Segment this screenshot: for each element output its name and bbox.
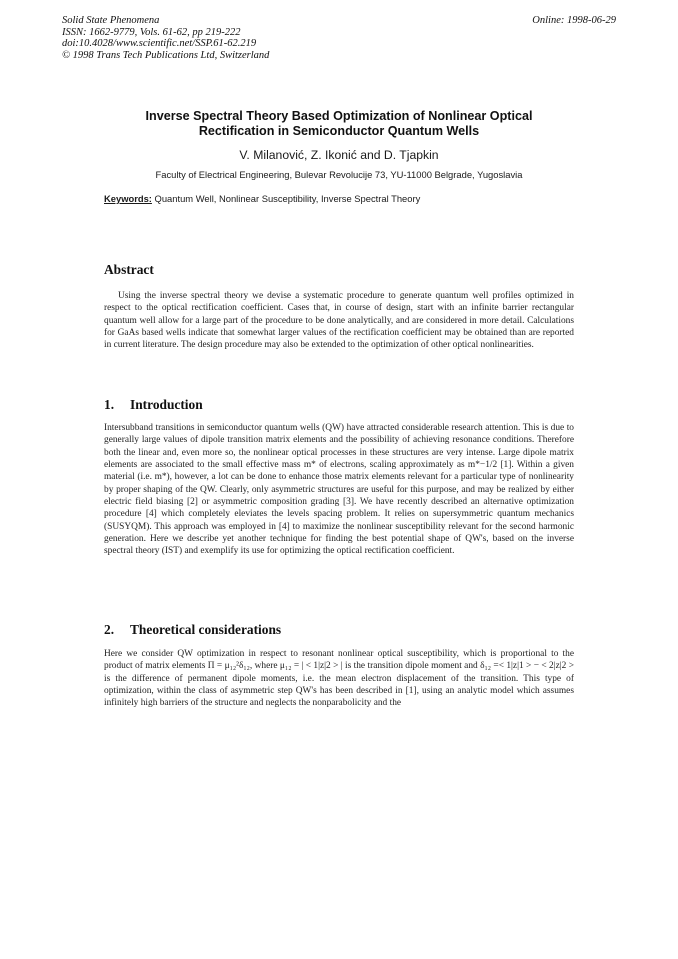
section-title-text: Theoretical considerations <box>130 622 282 637</box>
doi-line: doi:10.4028/www.scientific.net/SSP.61-62.219 <box>62 38 257 50</box>
journal-name: Solid State Phenomena <box>62 15 160 26</box>
issn-line: ISSN: 1662-9779, Vols. 61-62, pp 219-222 <box>62 26 241 38</box>
theory-body: Here we consider QW optimization in respect to resonant nonlinear optical susceptibility, which is proportional to the product of matrix elements Π = μ₁₂²δ₁₂, where μ₁₂ = | < 1|z|2 > | is the transition dipole moment and δ₁₂ =< 1|z|1 > − < 2|z|2 > is the difference of permanent dipole moments, i.e. the mean electron displacement of the transition. This type of optimization, within the class of asymmetric step QW's has been described in [1], using an analytic model which assumes infinitely high barriers of the structure and neglects the nonparabolicity and the <box>104 649 574 709</box>
introduction-heading <box>104 397 203 413</box>
section-number: 1. <box>104 397 115 412</box>
paper-title <box>62 109 616 139</box>
abstract-heading: Abstract <box>104 262 154 277</box>
title-line-1: Inverse Spectral Theory Based Optimization of Nonlinear Optical <box>145 109 533 123</box>
authors: V. Milanović, Z. Ikonić and D. Tjapkin <box>239 148 439 162</box>
title-line-2: Rectification in Semiconductor Quantum Wells <box>198 124 480 138</box>
theory-text <box>104 648 574 710</box>
section-title-text: Introduction <box>130 397 203 412</box>
copyright-line: © 1998 Trans Tech Publications Ltd, Switzerland <box>62 49 270 61</box>
online-date: Online: 1998-06-29 <box>532 15 616 26</box>
introduction-text <box>104 422 574 558</box>
journal-info <box>62 15 269 61</box>
introduction-body: Intersubband transitions in semiconductor quantum wells (QW) have attracted considerable research attention. This is due to generally large values of dipole transition matrix elements and the possibility of achieving resonance conditions. Therefore both the linear and, even more so, the nonlinear optical processes in these structures are very intense. Large dipole matrix elements are associated to the small effective mass m* of electrons, scaling approximately as m*−1/2 [1]. Within a given material (i.e. m*), however, a lot can be done to enhance those matrix elements relevant for a particular type of nonlinearity by proper shaping of the QW. Clearly, only asymmetric structures are useful for this purpose, and may be realized by either electric field biasing [2] or asymmetric composition grading [3]. We have recently described an alternative optimization procedure [4] which completely eleviates the levels spacing problem. It relies on supersymmetric quantum mechanics (SUSYQM). This approach was employed in [4] to maximize the nonlinear susceptibility relevant for the second harmonic generation. Here we describe yet another technique for finding the best potential shape of QW's, based on the inverse spectral theory (IST) and exemplify its use for optimizing the optical rectification coefficient. <box>104 423 574 557</box>
abstract-body: Using the inverse spectral theory we devise a systematic procedure to generate quantum well profiles optimized in respect to the optical rectification coefficient. Cases that, in course of design, start with an infinite barrier rectangular quantum well allow for a large part of the procedure to be done analytically, and are considered in more detail. Calculations for GaAs based wells indicate that somewhat larger values of the rectification coefficient may be obtained than are reported in current literature. The design procedure may also be extended to the optimization of other optical nonlinearities. <box>104 291 574 351</box>
keywords-list: Quantum Well, Nonlinear Susceptibility, Inverse Spectral Theory <box>154 193 421 204</box>
abstract-text <box>104 290 574 352</box>
keywords-label: Keywords: <box>104 193 152 204</box>
section-number: 2. <box>104 622 115 637</box>
affiliation: Faculty of Electrical Engineering, Bulevar Revolucije 73, YU-11000 Belgrade, Yugoslavia <box>155 169 523 180</box>
keywords <box>104 193 616 204</box>
theory-heading <box>104 622 281 638</box>
